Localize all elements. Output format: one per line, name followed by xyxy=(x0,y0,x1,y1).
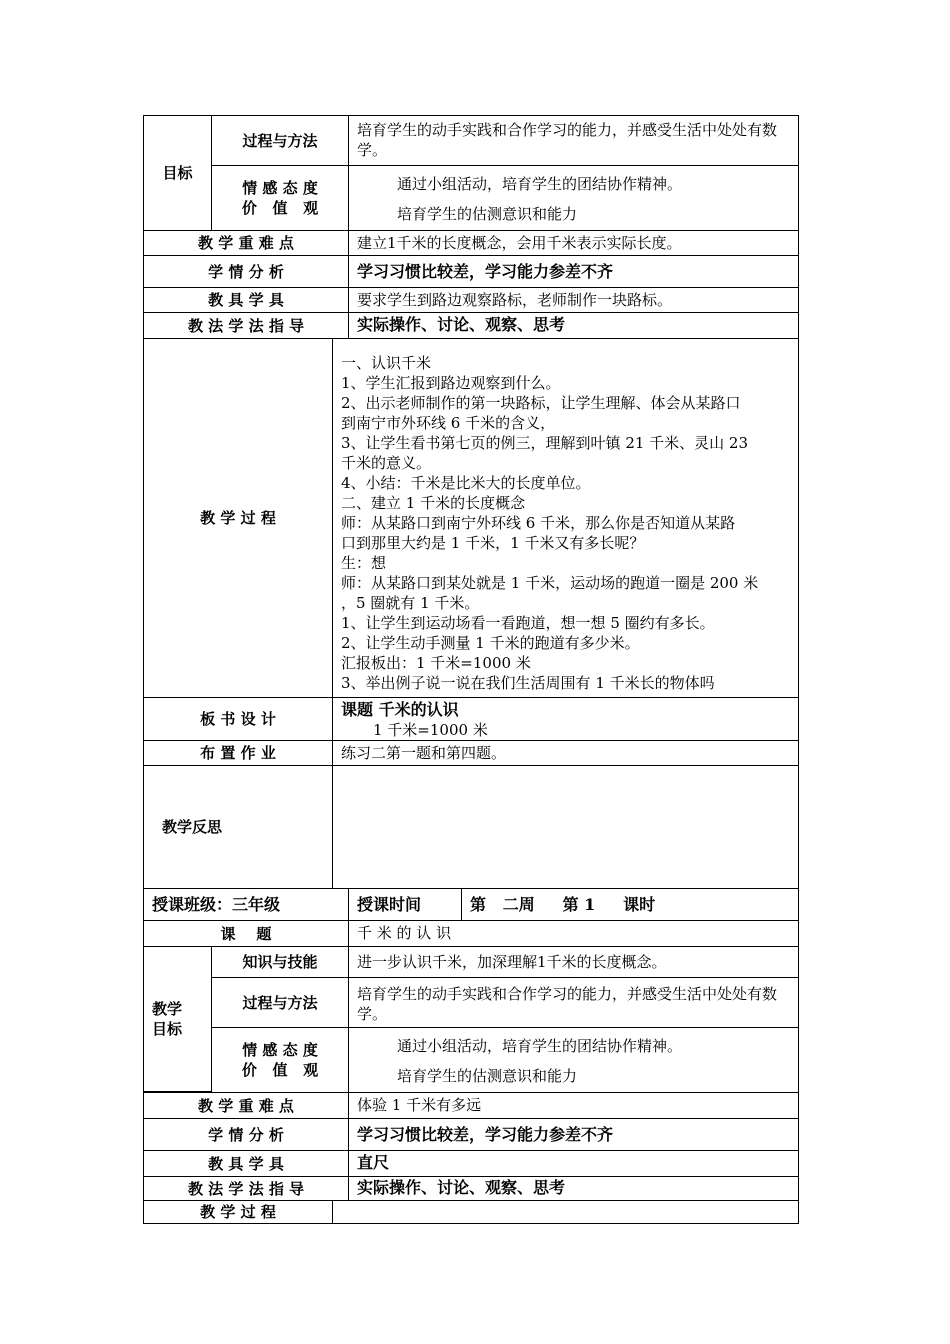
tools-label-bottom: 教 具 学 具 xyxy=(143,1150,349,1177)
process-line: 3、让学生看书第七页的例三，理解到叶镇 21 千米、灵山 23 xyxy=(341,434,749,452)
process-line: ，5 圈就有 1 千米。 xyxy=(341,594,480,612)
process-method-label-bottom: 过程与方法 xyxy=(211,977,349,1028)
process-line: 师：从某路口到某处就是 1 千米，运动场的跑道一圈是 200 米 xyxy=(341,574,759,592)
process-line: 1、让学生到运动场看一看跑道，想一想 5 圈约有多长。 xyxy=(341,614,715,632)
emotion-label-bottom-line2: 价 值 观 xyxy=(241,1061,319,1079)
class-label: 授课班级：三年级 xyxy=(143,888,349,921)
emotion-label xyxy=(211,165,349,231)
emotion-text-line2: 培育学生的估测意识和能力 xyxy=(397,205,578,223)
process-line: 2、出示老师制作的第一块路标，让学生理解、体会从某路口 xyxy=(341,394,741,412)
tools-text: 要求学生到路边观察路标，老师制作一块路标。 xyxy=(348,287,799,313)
tools-text-bottom: 直尺 xyxy=(348,1150,799,1177)
process-line: 3、举出例子说一说在我们生活周围有 1 千米长的物体吗 xyxy=(341,674,715,692)
key-points-label-bottom: 教 学 重 难 点 xyxy=(143,1092,349,1119)
process-method-text: 培育学生的动手实践和合作学习的能力，并感受生活中处处有数学。 xyxy=(348,115,799,166)
time-label: 授课时间 xyxy=(348,888,462,921)
emotion-text xyxy=(348,165,799,231)
key-points-label: 教 学 重 难 点 xyxy=(143,230,349,256)
emotion-text-bottom xyxy=(348,1027,799,1093)
guidance-label: 教 法 学 法 指 导 xyxy=(143,312,349,339)
process-label: 教 学 过 程 xyxy=(143,338,333,698)
process-line: 二、建立 1 千米的长度概念 xyxy=(341,494,526,512)
emotion-label-bottom-line1: 情 感 态 度 xyxy=(242,1041,318,1059)
process-line: 1、学生汇报到路边观察到什么。 xyxy=(341,374,561,392)
guidance-text-bottom: 实际操作、讨论、观察、思考 xyxy=(348,1176,799,1201)
key-points-text-bottom: 体验 1 千米有多远 xyxy=(348,1092,799,1119)
goal-label-bottom xyxy=(143,946,212,1092)
reflection-content xyxy=(332,765,799,889)
topic-text: 千 米 的 认 识 xyxy=(348,920,799,947)
emotion-text-line1: 通过小组活动，培育学生的团结协作精神。 xyxy=(397,175,683,193)
process-content xyxy=(332,338,799,698)
process-line: 到南宁市外环线 6 千米的含义， xyxy=(341,414,556,432)
process-line: 汇报板出：1 千米=1000 米 xyxy=(341,654,531,672)
process-line: 一、认识千米 xyxy=(341,354,432,372)
board-line: 1 千米=1000 米 xyxy=(373,721,488,739)
homework-label: 布 置 作 业 xyxy=(143,740,333,766)
process-line: 千米的意义。 xyxy=(341,454,432,472)
emotion-label-line2: 价 值 观 xyxy=(241,199,319,217)
analysis-label-bottom: 学 情 分 析 xyxy=(143,1118,349,1151)
analysis-label: 学 情 分 析 xyxy=(143,255,349,288)
process-line: 口到那里大约是 1 千米，1 千米又有多长呢？ xyxy=(341,534,645,552)
emotion-text-bottom-line1: 通过小组活动，培育学生的团结协作精神。 xyxy=(397,1037,683,1055)
topic-label: 课 题 xyxy=(143,920,349,947)
goal-label: 目标 xyxy=(143,115,212,231)
board-title: 课题 千米的认识 xyxy=(341,700,459,719)
process-label-bottom: 教 学 过 程 xyxy=(143,1200,333,1224)
process-line: 师：从某路口到南宁外环线 6 千米，那么你是否知道从某路 xyxy=(341,514,736,532)
emotion-text-bottom-line2: 培育学生的估测意识和能力 xyxy=(397,1067,578,1085)
emotion-label-line1: 情 感 态 度 xyxy=(242,179,318,197)
tools-label: 教 具 学 具 xyxy=(143,287,349,313)
process-line: 生：想 xyxy=(341,554,387,572)
board-label: 板 书 设 计 xyxy=(143,697,333,741)
process-method-label: 过程与方法 xyxy=(211,115,349,166)
analysis-text: 学习习惯比较差，学习能力参差不齐 xyxy=(348,255,799,288)
reflection-label: 教学反思 xyxy=(143,765,333,889)
emotion-label-bottom xyxy=(211,1027,349,1093)
goal-label-line2: 目标 xyxy=(152,1020,183,1038)
knowledge-text: 进一步认识千米，加深理解1千米的长度概念。 xyxy=(348,946,799,978)
analysis-text-bottom: 学习习惯比较差，学习能力参差不齐 xyxy=(348,1118,799,1151)
process-line: 2、让学生动手测量 1 千米的跑道有多少米。 xyxy=(341,634,640,652)
board-content xyxy=(332,697,799,741)
process-content-bottom xyxy=(332,1200,799,1224)
goal-label-line1: 教学 xyxy=(152,1000,183,1018)
time-value: 第 二周 第 1 课时 xyxy=(461,888,799,921)
homework-text: 练习二第一题和第四题。 xyxy=(332,740,799,766)
process-line: 4、小结：千米是比米大的长度单位。 xyxy=(341,474,591,492)
guidance-label-bottom: 教 法 学 法 指 导 xyxy=(143,1176,349,1201)
process-method-text-bottom: 培育学生的动手实践和合作学习的能力，并感受生活中处处有数学。 xyxy=(348,977,799,1028)
guidance-text: 实际操作、讨论、观察、思考 xyxy=(348,312,799,339)
knowledge-label: 知识与技能 xyxy=(211,946,349,978)
key-points-text: 建立1千米的长度概念，会用千米表示实际长度。 xyxy=(348,230,799,256)
